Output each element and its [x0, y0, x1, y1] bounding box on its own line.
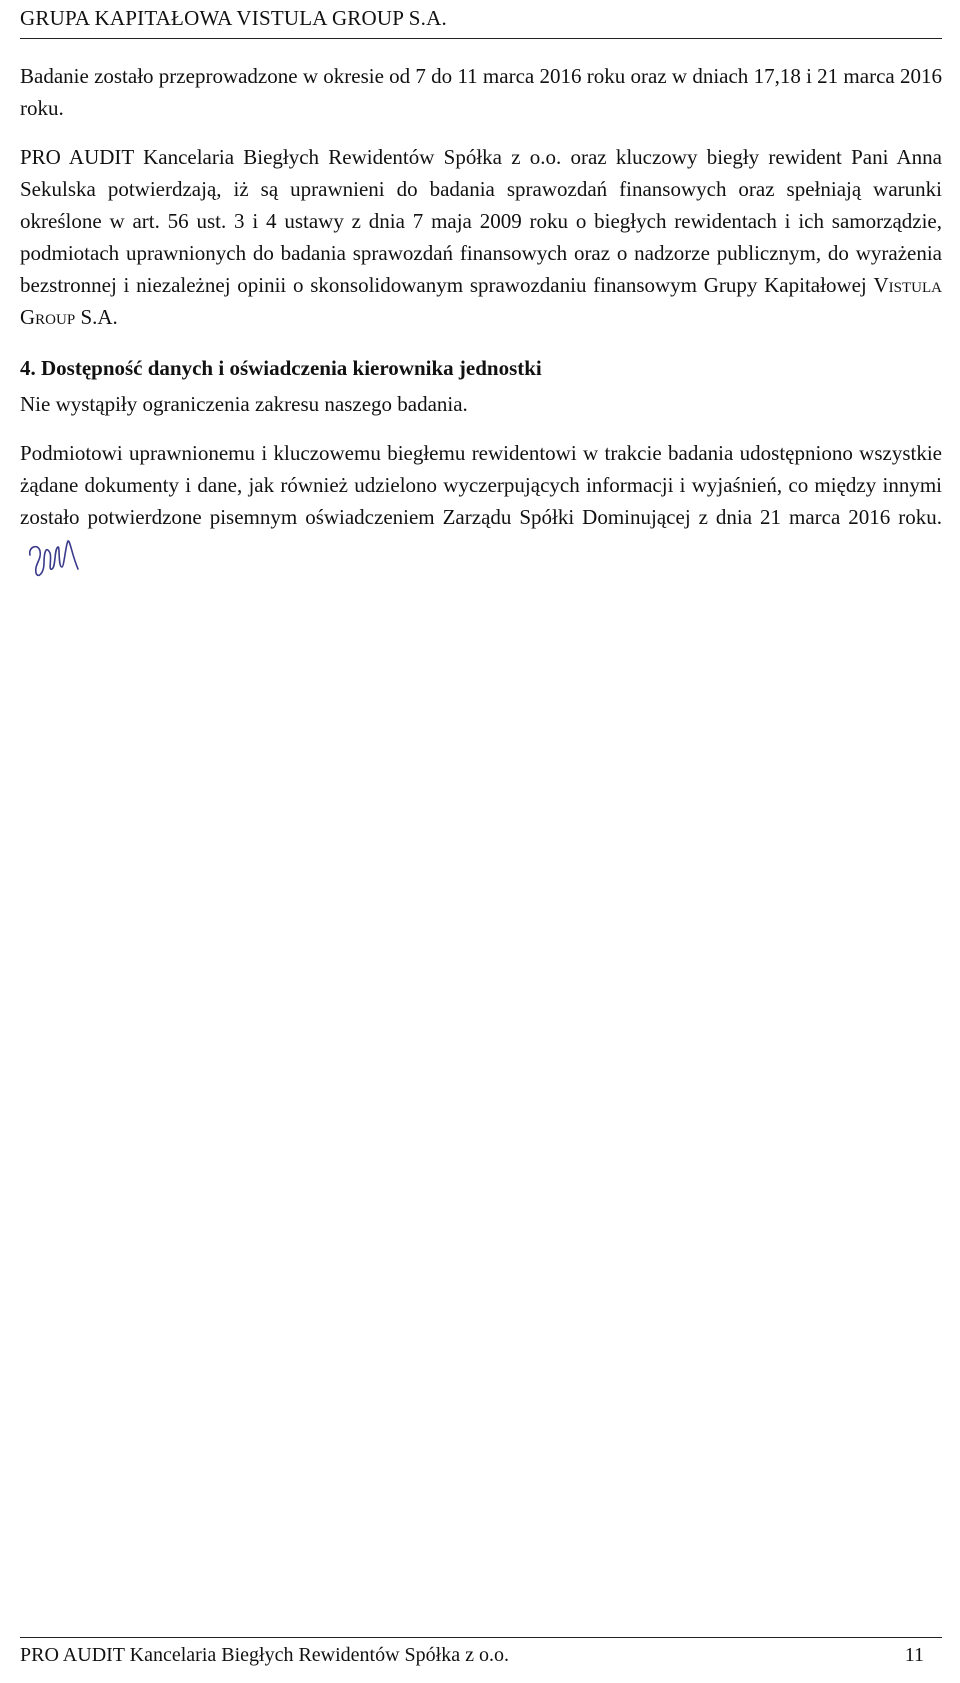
- page-footer: [20, 1637, 942, 1668]
- company-suffix: S.A.: [80, 305, 118, 329]
- audit-period-paragraph: Badanie zostało przeprowadzone w okresie od 7 do 11 marca 2016 roku oraz w dniach 17,18 i 21 marca 2016 roku.: [20, 64, 942, 120]
- signature-initials-icon: [24, 533, 86, 585]
- page-number: 11: [904, 1644, 924, 1666]
- page-header: [20, 4, 942, 39]
- eligibility-text: PRO AUDIT Kancelaria Biegłych Rewidentów Spółka z o.o. oraz kluczowy biegły rewident Pani Anna Sekulska potwierdzają, iż są uprawnieni do badania sprawozdań finansowych oraz spełniają warunki określone w art. 56 ust. 3 i 4 ustawy z dnia 7 maja 2009 roku o biegłych rewidentach i ich samorządzie, podmiotach uprawnionych do badania sprawozdań finansowych oraz o nadzorze publicznym, do wyrażenia bezstronnej i niezależnej opinii o skonsolidowanym sprawozdaniu finansowym Grupy Kapitałowej: [20, 145, 942, 297]
- document-header-title: GRUPA KAPITAŁOWA VISTULA GROUP S.A.: [20, 6, 447, 30]
- document-body: [20, 60, 942, 602]
- section-heading: 4. Dostępność danych i oświadczenia kierownika jednostki: [20, 356, 542, 380]
- footer-firm-name: PRO AUDIT Kancelaria Biegłych Rewidentów Spółka z o.o.: [20, 1644, 509, 1666]
- data-access-paragraph: [20, 437, 942, 585]
- company-name: Vistula Group: [20, 273, 943, 329]
- scope-limitation-paragraph: Nie wystąpiły ograniczenia zakresu naszego badania.: [20, 392, 468, 416]
- data-access-text: Podmiotowi uprawnionemu i kluczowemu biegłemu rewidentowi w trakcie badania udostępniono wszystkie żądane dokumenty i dane, jak również udzielono wyczerpujących informacji i wyjaśnień, co między innymi zostało potwierdzone pisemnym oświadczeniem Zarządu Spółki Dominującej z dnia 21 marca 2016 roku.: [20, 441, 942, 529]
- auditor-eligibility-paragraph: [20, 141, 942, 333]
